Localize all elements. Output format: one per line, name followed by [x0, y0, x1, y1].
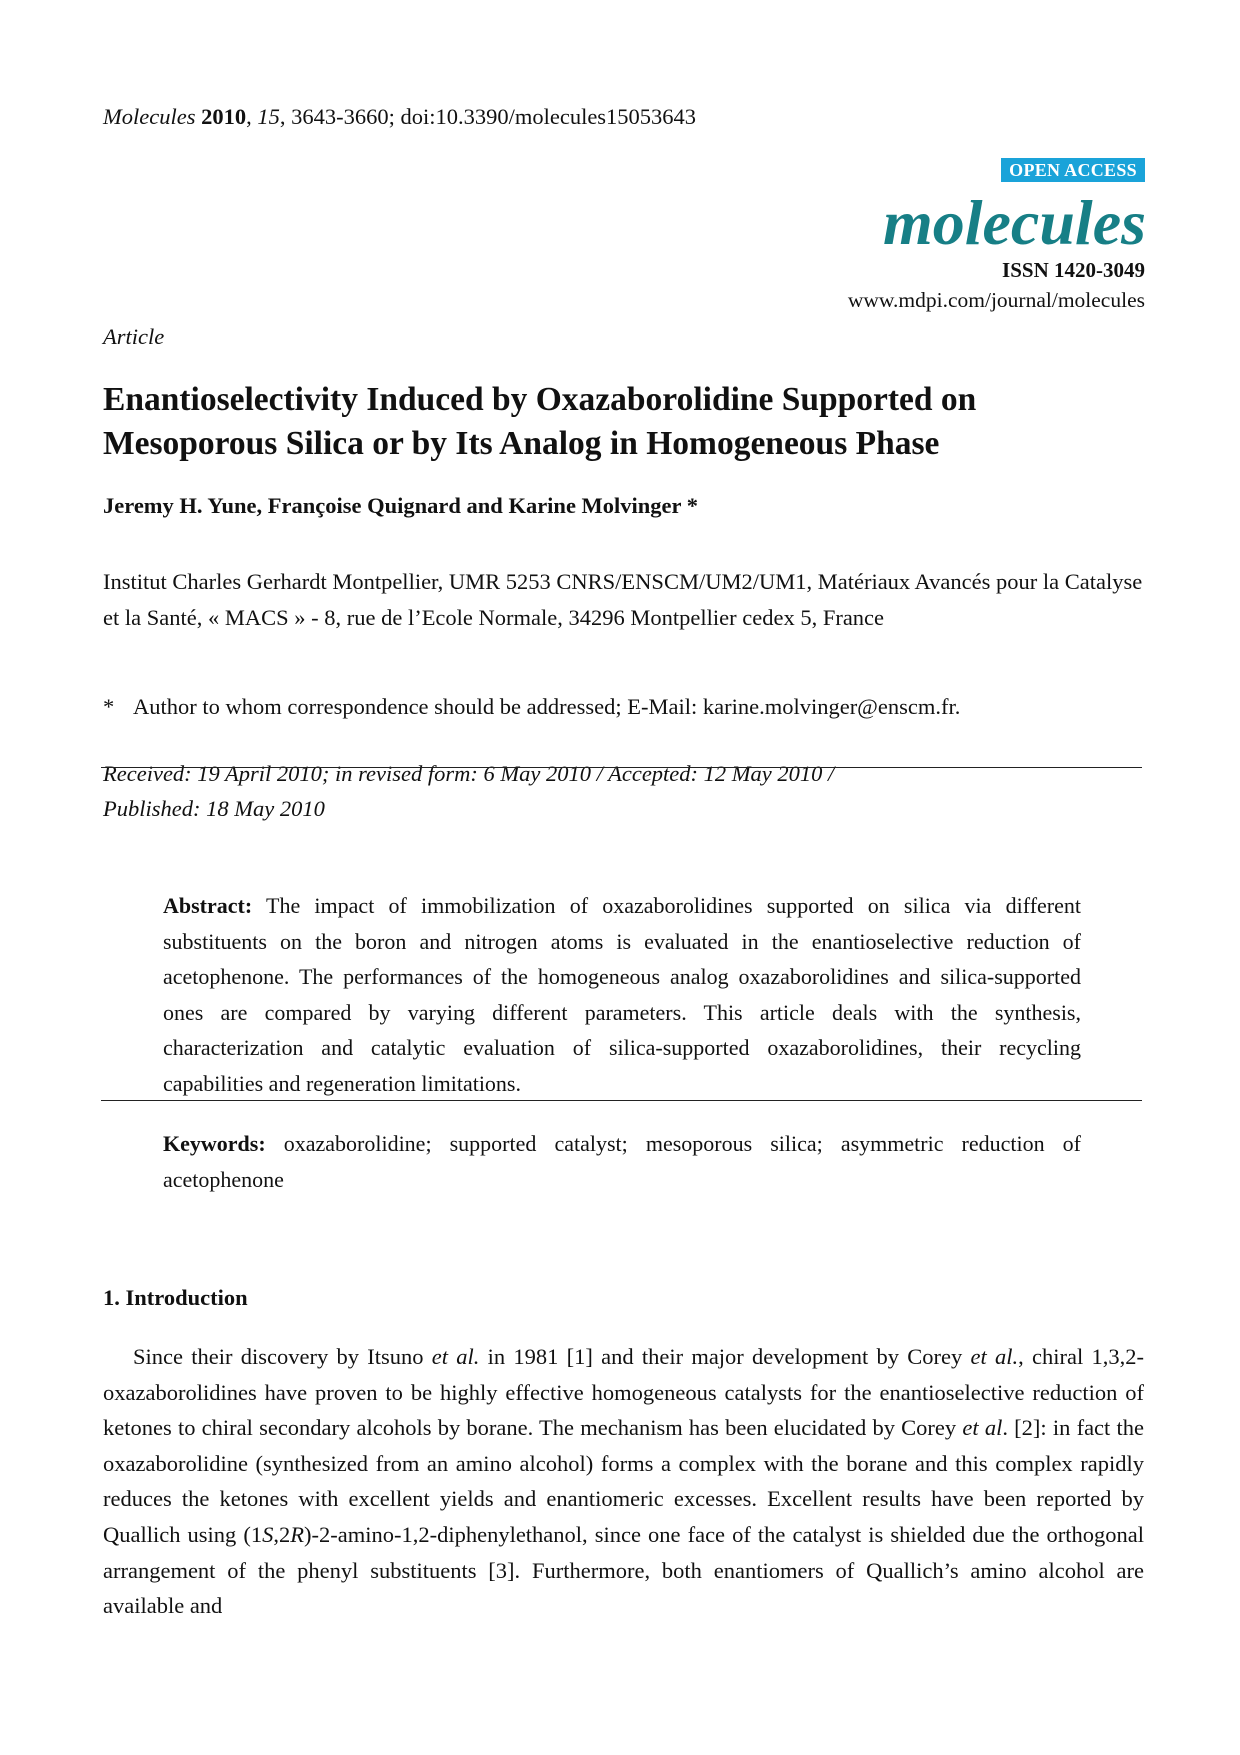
intro-stereo-r: R [290, 1521, 304, 1547]
correspondence-note [103, 694, 960, 720]
article-title: Enantioselectivity Induced by Oxazaborolidine Supported on Mesoporous Silica or by Its Analog in Homogeneous Phase [103, 381, 977, 462]
correspondence-mark: * [103, 694, 115, 719]
top-divider [101, 767, 1142, 768]
keywords-text: oxazaborolidine; supported catalyst; mesoporous silica; asymmetric reduction of acetophenone [163, 1131, 1081, 1192]
open-access-badge: OPEN ACCESS [1001, 158, 1145, 182]
intro-etal-3: et al [962, 1415, 1003, 1441]
journal-logo: molecules [882, 187, 1146, 258]
keywords [163, 1126, 1081, 1197]
affiliation: Institut Charles Gerhardt Montpellier, UMR 5253 CNRS/ENSCM/UM2/UM1, Matériaux Avancés pour la Catalyse et la Santé, « MACS » - 8, rue de l’Ecole Normale, 34296 Montpellier cedex 5, France [103, 569, 1143, 630]
dates-line-2: Published: 18 May 2010 [103, 796, 325, 821]
intro-stereo-s: S [262, 1521, 274, 1547]
article-type: Article [103, 324, 165, 349]
keywords-label: Keywords: [163, 1131, 266, 1156]
abstract-label: Abstract: [163, 893, 253, 918]
intro-text-2: in 1981 [1] and their major development by Corey [479, 1344, 971, 1369]
journal-url[interactable]: www.mdpi.com/journal/molecules [847, 288, 1145, 312]
intro-text-6: )-2-amino-1,2-diphenylethanol, since one face of the catalyst is shielded due the orthogonal arrangement of the phenyl substituents [3]. Furthermore, both enantiomers of Quallich’s amino alcohol are available and [103, 1521, 1144, 1619]
intro-text-5: ,2 [273, 1521, 291, 1547]
abstract [163, 888, 1081, 1101]
citation-journal: Molecules [103, 104, 196, 129]
bottom-divider [101, 1100, 1142, 1101]
author-list: Jeremy H. Yune, Françoise Quignard and Karine Molvinger * [103, 493, 698, 518]
intro-etal-1: et al. [431, 1344, 480, 1369]
intro-text-1: Since their discovery by Itsuno [133, 1344, 432, 1369]
citation-volume: 15 [257, 104, 280, 129]
intro-text-4: . [2]: in fact the oxazaborolidine (synthesized from an amino alcohol) forms a complex with the borane and this complex rapidly reduces the ketones with excellent yields and enantiomeric excesses. Excellent results have been reported by Quallich using (1 [103, 1415, 1144, 1547]
citation-rest: , 3643-3660; doi:10.3390/molecules15053643 [279, 104, 697, 129]
issn: ISSN 1420-3049 [1002, 258, 1145, 282]
citation-year: 2010 [201, 104, 247, 129]
citation-line: Molecules 2010, 15, 3643-3660; doi:10.3390/molecules15053643 [103, 104, 697, 129]
intro-etal-2: et al. [970, 1344, 1019, 1369]
correspondence-text: Author to whom correspondence should be addressed; E-Mail: karine.molvinger@enscm.fr. [133, 694, 961, 719]
abstract-text: The impact of immobilization of oxazaborolidines supported on silica via different substituents on the boron and nitrogen atoms is evaluated in the enantioselective reduction of acetophenone. The performances of the homogeneous analog oxazaborolidines and silica-supported ones are compared by varying different parameters. This article deals with the synthesis, characterization and catalytic evaluation of silica-supported oxazaborolidines, their recycling capabilities and regeneration limitations. [163, 893, 1081, 1096]
section-heading: 1. Introduction [103, 1285, 248, 1310]
dates-line-1: Received: 19 April 2010; in revised form: 6 May 2010 / Accepted: 12 May 2010 / [103, 761, 835, 786]
intro-paragraph [103, 1339, 1144, 1624]
intro-text-3: , chiral 1,3,2-oxazaborolidines have proven to be highly effective homogeneous catalysts for the enantioselective reduction of ketones to chiral secondary alcohols by borane. The mechanism has been elucidated by Corey [103, 1344, 1144, 1441]
